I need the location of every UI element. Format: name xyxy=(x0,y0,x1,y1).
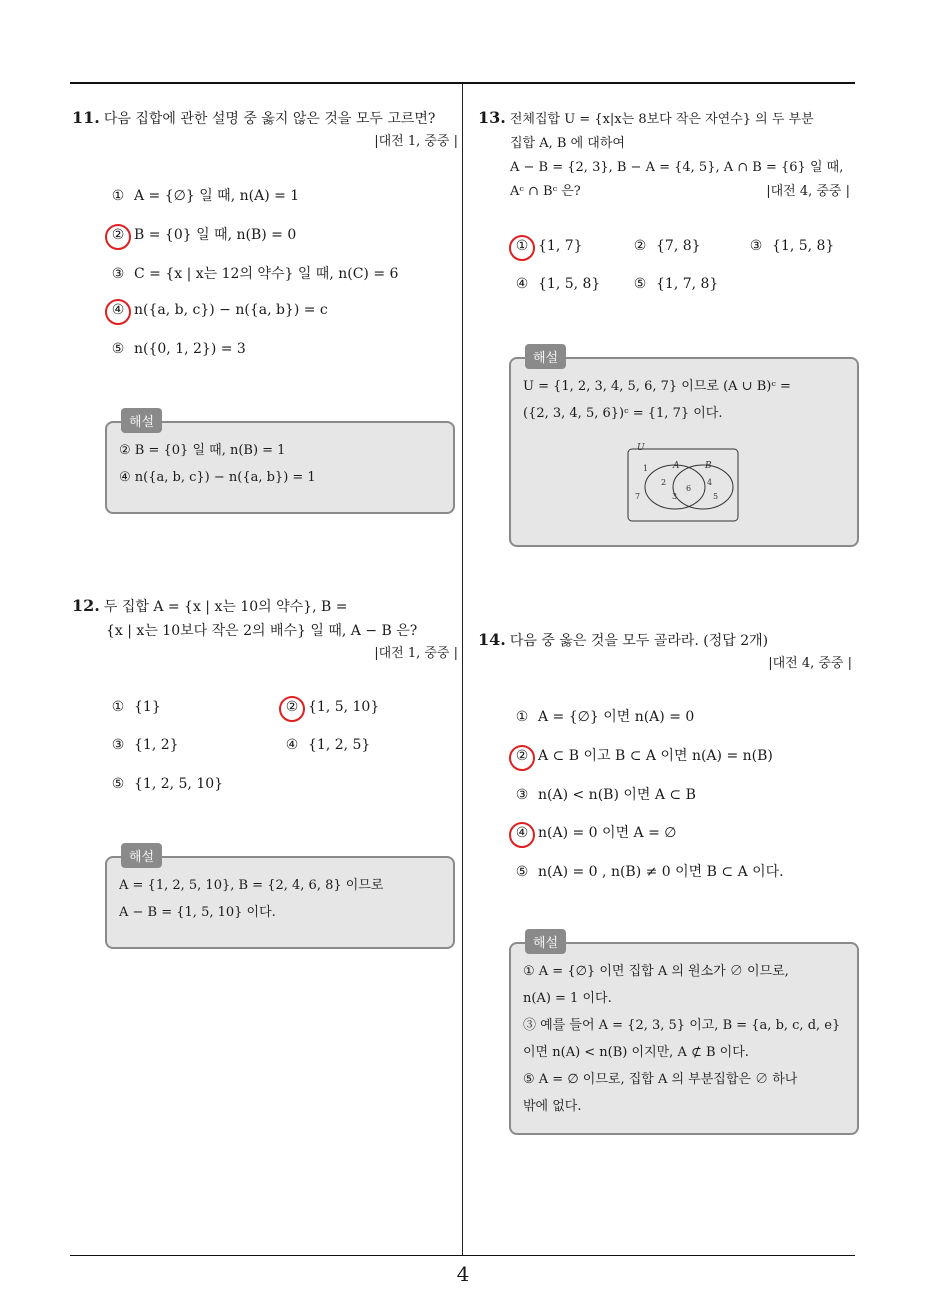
venn-element-2: 2 xyxy=(661,478,667,487)
q12-explanation-box xyxy=(105,850,455,949)
question-12 xyxy=(72,594,458,665)
venn-element-3: 3 xyxy=(672,492,678,501)
venn-label-b: B xyxy=(705,461,712,471)
explanation-line: ③ 예를 들어 A = {2, 3, 5} 이고, B = {a, b, c, d, e} xyxy=(523,1018,841,1033)
q11-explanation-box xyxy=(105,415,455,514)
q12-option-4[interactable]: ④ {1, 2, 5} xyxy=(282,737,370,753)
question-source: |대전 4, 중중 | xyxy=(766,184,850,199)
explanation-line: 밖에 없다. xyxy=(523,1099,582,1114)
option-mark: ④ xyxy=(515,276,529,292)
question-11 xyxy=(72,106,458,153)
q13-option-4[interactable]: ④ {1, 5, 8} xyxy=(512,276,600,292)
option-mark: ① xyxy=(515,709,529,725)
option-mark: ⑤ xyxy=(515,864,529,880)
explanation-line: U = {1, 2, 3, 4, 5, 6, 7} 이므로 (A ∪ B)ᶜ = xyxy=(523,379,791,394)
explanation-tag: 해설 xyxy=(121,843,162,868)
venn-label-u: U xyxy=(637,443,645,453)
question-number: 13. xyxy=(478,108,506,127)
option-mark: ① xyxy=(111,699,125,715)
option-mark: ③ xyxy=(515,787,529,803)
option-mark: ① xyxy=(111,188,125,204)
question-14 xyxy=(478,628,864,675)
q12-option-3[interactable]: ③ {1, 2} xyxy=(108,737,179,753)
question-source: |대전 1, 중중 | xyxy=(374,646,458,661)
venn-set-a xyxy=(645,465,705,509)
venn-element-7: 7 xyxy=(635,492,641,501)
q14-option-3[interactable]: ③ n(A) < n(B) 이면 A ⊂ B xyxy=(512,784,696,804)
q12-option-2[interactable]: ② {1, 5, 10} xyxy=(282,699,379,715)
q11-option-5[interactable]: ⑤ n({0, 1, 2}) = 3 xyxy=(108,341,246,357)
question-13-text-line4: Aᶜ ∩ Bᶜ 은? |대전 4, 중중 | xyxy=(478,180,860,204)
question-number: 11. xyxy=(72,108,100,127)
explanation-line: A = {1, 2, 5, 10}, B = {2, 4, 6, 8} 이므로 xyxy=(119,878,384,893)
question-number: 14. xyxy=(478,630,506,649)
question-12-text-line2: {x | x는 10보다 작은 2의 배수} 일 때, A − B 은? xyxy=(106,623,418,639)
q11-option-4[interactable]: ④ n({a, b, c}) − n({a, b}) = c xyxy=(108,302,328,318)
question-13-text-line3: A − B = {2, 3}, B − A = {4, 5}, A ∩ B = {6} 일 때, xyxy=(510,160,844,175)
bottom-rule xyxy=(70,1255,855,1256)
question-number: 12. xyxy=(72,596,100,615)
venn-element-6: 6 xyxy=(686,484,692,493)
question-12-text: 12. 두 집합 A = {x | x는 10의 약수}, B = xyxy=(72,596,348,615)
q12-option-5[interactable]: ⑤ {1, 2, 5, 10} xyxy=(108,776,223,792)
q14-explanation-box xyxy=(509,936,859,1135)
option-mark: ④ xyxy=(285,737,299,753)
q11-option-2[interactable]: ② B = {0} 일 때, n(B) = 0 xyxy=(108,224,296,244)
q14-option-5[interactable]: ⑤ n(A) = 0 , n(B) ≠ 0 이면 B ⊂ A 이다. xyxy=(512,861,784,881)
option-mark-circled: ④ xyxy=(512,825,532,841)
explanation-line: A − B = {1, 5, 10} 이다. xyxy=(119,905,276,920)
option-mark-circled: ① xyxy=(512,238,532,254)
option-mark-circled: ④ xyxy=(108,302,128,318)
option-mark-circled: ② xyxy=(282,699,302,715)
explanation-tag: 해설 xyxy=(121,408,162,433)
option-mark: ⑤ xyxy=(111,341,125,357)
column-divider xyxy=(462,84,463,1255)
option-mark: ② xyxy=(633,238,647,254)
q13-explanation-box xyxy=(509,351,859,547)
option-mark-circled: ② xyxy=(512,748,532,764)
venn-universe-box xyxy=(628,449,738,521)
option-mark: ③ xyxy=(111,266,125,282)
q13-option-1[interactable]: ① {1, 7} xyxy=(512,238,583,254)
venn-diagram xyxy=(621,441,741,525)
question-13-text: 13. 전체집합 U = {x|x는 8보다 작은 자연수} 의 두 부분 xyxy=(478,108,814,127)
explanation-line: ② B = {0} 일 때, n(B) = 1 xyxy=(119,443,286,458)
q14-option-2[interactable]: ② A ⊂ B 이고 B ⊂ A 이면 n(A) = n(B) xyxy=(512,745,773,765)
explanation-tag: 해설 xyxy=(525,344,566,369)
q13-option-2[interactable]: ② {7, 8} xyxy=(630,238,701,254)
question-11-text: 11. 다음 집합에 관한 설명 중 옳지 않은 것을 모두 고르면? xyxy=(72,108,436,127)
q11-option-1[interactable]: ① A = {∅} 일 때, n(A) = 1 xyxy=(108,185,299,205)
q14-option-4[interactable]: ④ n(A) = 0 이면 A = ∅ xyxy=(512,822,676,842)
question-source: |대전 4, 중중 | xyxy=(768,656,852,671)
explanation-line: ({2, 3, 4, 5, 6})ᶜ = {1, 7} 이다. xyxy=(523,406,723,421)
q13-option-3[interactable]: ③ {1, 5, 8} xyxy=(746,238,834,254)
page-number: 4 xyxy=(456,1262,470,1286)
explanation-line: ① A = {∅} 이면 집합 A 의 원소가 ∅ 이므로, xyxy=(523,964,789,979)
explanation-tag: 해설 xyxy=(525,929,566,954)
venn-element-5: 5 xyxy=(713,492,719,501)
question-14-text: 14. 다음 중 옳은 것을 모두 골라라. (정답 2개) xyxy=(478,630,769,649)
option-mark: ③ xyxy=(749,238,763,254)
explanation-line: ④ n({a, b, c}) − n({a, b}) = 1 xyxy=(119,470,316,485)
venn-set-b xyxy=(673,465,733,509)
explanation-line: n(A) = 1 이다. xyxy=(523,991,612,1006)
venn-element-4: 4 xyxy=(707,478,713,487)
q13-option-5[interactable]: ⑤ {1, 7, 8} xyxy=(630,276,718,292)
option-mark: ⑤ xyxy=(633,276,647,292)
option-mark: ⑤ xyxy=(111,776,125,792)
venn-label-a: A xyxy=(673,461,680,471)
option-mark-circled: ② xyxy=(108,227,128,243)
question-13-text-line2: 집합 A, B 에 대하여 xyxy=(510,136,625,151)
explanation-line: 이면 n(A) < n(B) 이지만, A ⊄ B 이다. xyxy=(523,1045,749,1060)
q11-option-3[interactable]: ③ C = {x | x는 12의 약수} 일 때, n(C) = 6 xyxy=(108,263,398,283)
q12-option-1[interactable]: ① {1} xyxy=(108,699,161,715)
question-source: |대전 1, 중중 | xyxy=(374,134,458,149)
question-13 xyxy=(478,106,860,204)
q14-option-1[interactable]: ① A = {∅} 이면 n(A) = 0 xyxy=(512,706,694,726)
venn-element-1: 1 xyxy=(643,464,649,473)
option-mark: ③ xyxy=(111,737,125,753)
explanation-line: ⑤ A = ∅ 이므로, 집합 A 의 부분집합은 ∅ 하나 xyxy=(523,1072,798,1087)
